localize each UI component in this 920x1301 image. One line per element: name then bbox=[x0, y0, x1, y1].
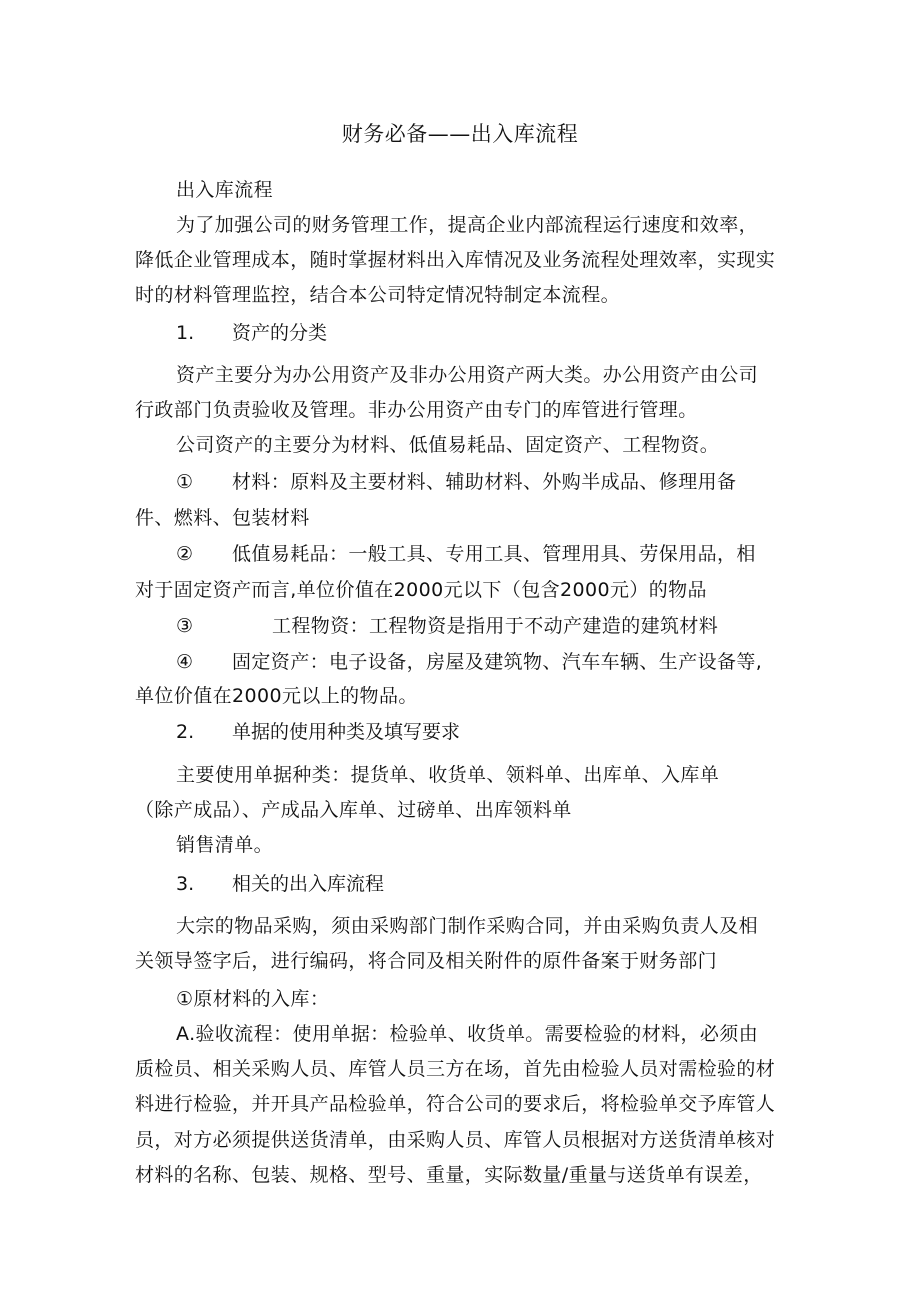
doc-line: 料进行检验，并开具产品检验单，符合公司的要求后，将检验单交予库管人 bbox=[135, 1093, 776, 1115]
doc-line: （除产成品）、产成品入库单、过磅单、出库领料单 bbox=[135, 799, 572, 821]
list-marker: ② bbox=[176, 543, 194, 565]
doc-line: 大宗的物品采购，须由采购部门制作采购合同，并由采购负责人及相 bbox=[176, 915, 759, 937]
doc-line: ①原材料的入库： bbox=[176, 988, 330, 1010]
doc-line: 行政部门负责验收及管理。非办公用资产由专门的库管进行管理。 bbox=[135, 399, 698, 421]
doc-line: 时的材料管理监控，结合本公司特定情况特制定本流程。 bbox=[135, 284, 621, 306]
section-number: 1. bbox=[176, 322, 195, 344]
list-marker: ① bbox=[176, 471, 194, 493]
doc-line: 单位价值在2000元以上的物品。 bbox=[135, 685, 418, 707]
doc-line: 主要使用单据种类：提货单、收货单、领料单、出库单、入库单 bbox=[176, 764, 720, 786]
doc-line: 关领导签字后，进行编码，将合同及相关附件的原件备案于财务部门 bbox=[135, 950, 718, 972]
doc-line: 对于固定资产而言,单位价值在2000元以下（包含2000元）的物品 bbox=[135, 579, 707, 601]
doc-line: 出入库流程 bbox=[176, 179, 274, 201]
doc-line: 公司资产的主要分为材料、低值易耗品、固定资产、工程物资。 bbox=[176, 434, 720, 456]
doc-line: 工程物资：工程物资是指用于不动产建造的建筑材料 bbox=[272, 615, 719, 637]
doc-line: 为了加强公司的财务管理工作，提高企业内部流程运行速度和效率， bbox=[176, 214, 759, 236]
section-heading: 资产的分类 bbox=[232, 322, 328, 344]
section-number: 3. bbox=[176, 873, 195, 895]
doc-line: 低值易耗品：一般工具、专用工具、管理用具、劳保用品，相 bbox=[232, 543, 756, 565]
doc-line: 质检员、相关采购人员、库管人员三方在场，首先由检验人员对需检验的材 bbox=[135, 1058, 776, 1080]
doc-line: 固定资产：电子设备，房屋及建筑物、汽车车辆、生产设备等, bbox=[232, 651, 763, 673]
doc-line: 材料的名称、包装、规格、型号、重量，实际数量/重量与送货单有误差， bbox=[135, 1164, 763, 1186]
doc-line: 件、燃料、包装材料 bbox=[135, 507, 310, 529]
doc-line: 降低企业管理成本，随时掌握材料出入库情况及业务流程处理效率，实现实 bbox=[135, 249, 776, 271]
doc-line: 员，对方必须提供送货清单，由采购人员、库管人员根据对方送货清单核对 bbox=[135, 1129, 776, 1151]
doc-line: A.验收流程：使用单据：检验单、收货单。需要检验的材料，必须由 bbox=[176, 1023, 759, 1045]
section-heading: 相关的出入库流程 bbox=[232, 873, 385, 895]
doc-line: 资产主要分为办公用资产及非办公用资产两大类。办公用资产由公司 bbox=[176, 364, 759, 386]
doc-line: 材料：原料及主要材料、辅助材料、外购半成品、修理用备 bbox=[232, 471, 737, 493]
page-title: 财务必备——出入库流程 bbox=[341, 122, 579, 146]
doc-line: 销售清单。 bbox=[176, 834, 274, 856]
list-marker: ④ bbox=[176, 651, 194, 673]
list-marker: ③ bbox=[176, 615, 194, 637]
section-number: 2. bbox=[176, 721, 195, 743]
section-heading: 单据的使用种类及填写要求 bbox=[232, 721, 461, 743]
